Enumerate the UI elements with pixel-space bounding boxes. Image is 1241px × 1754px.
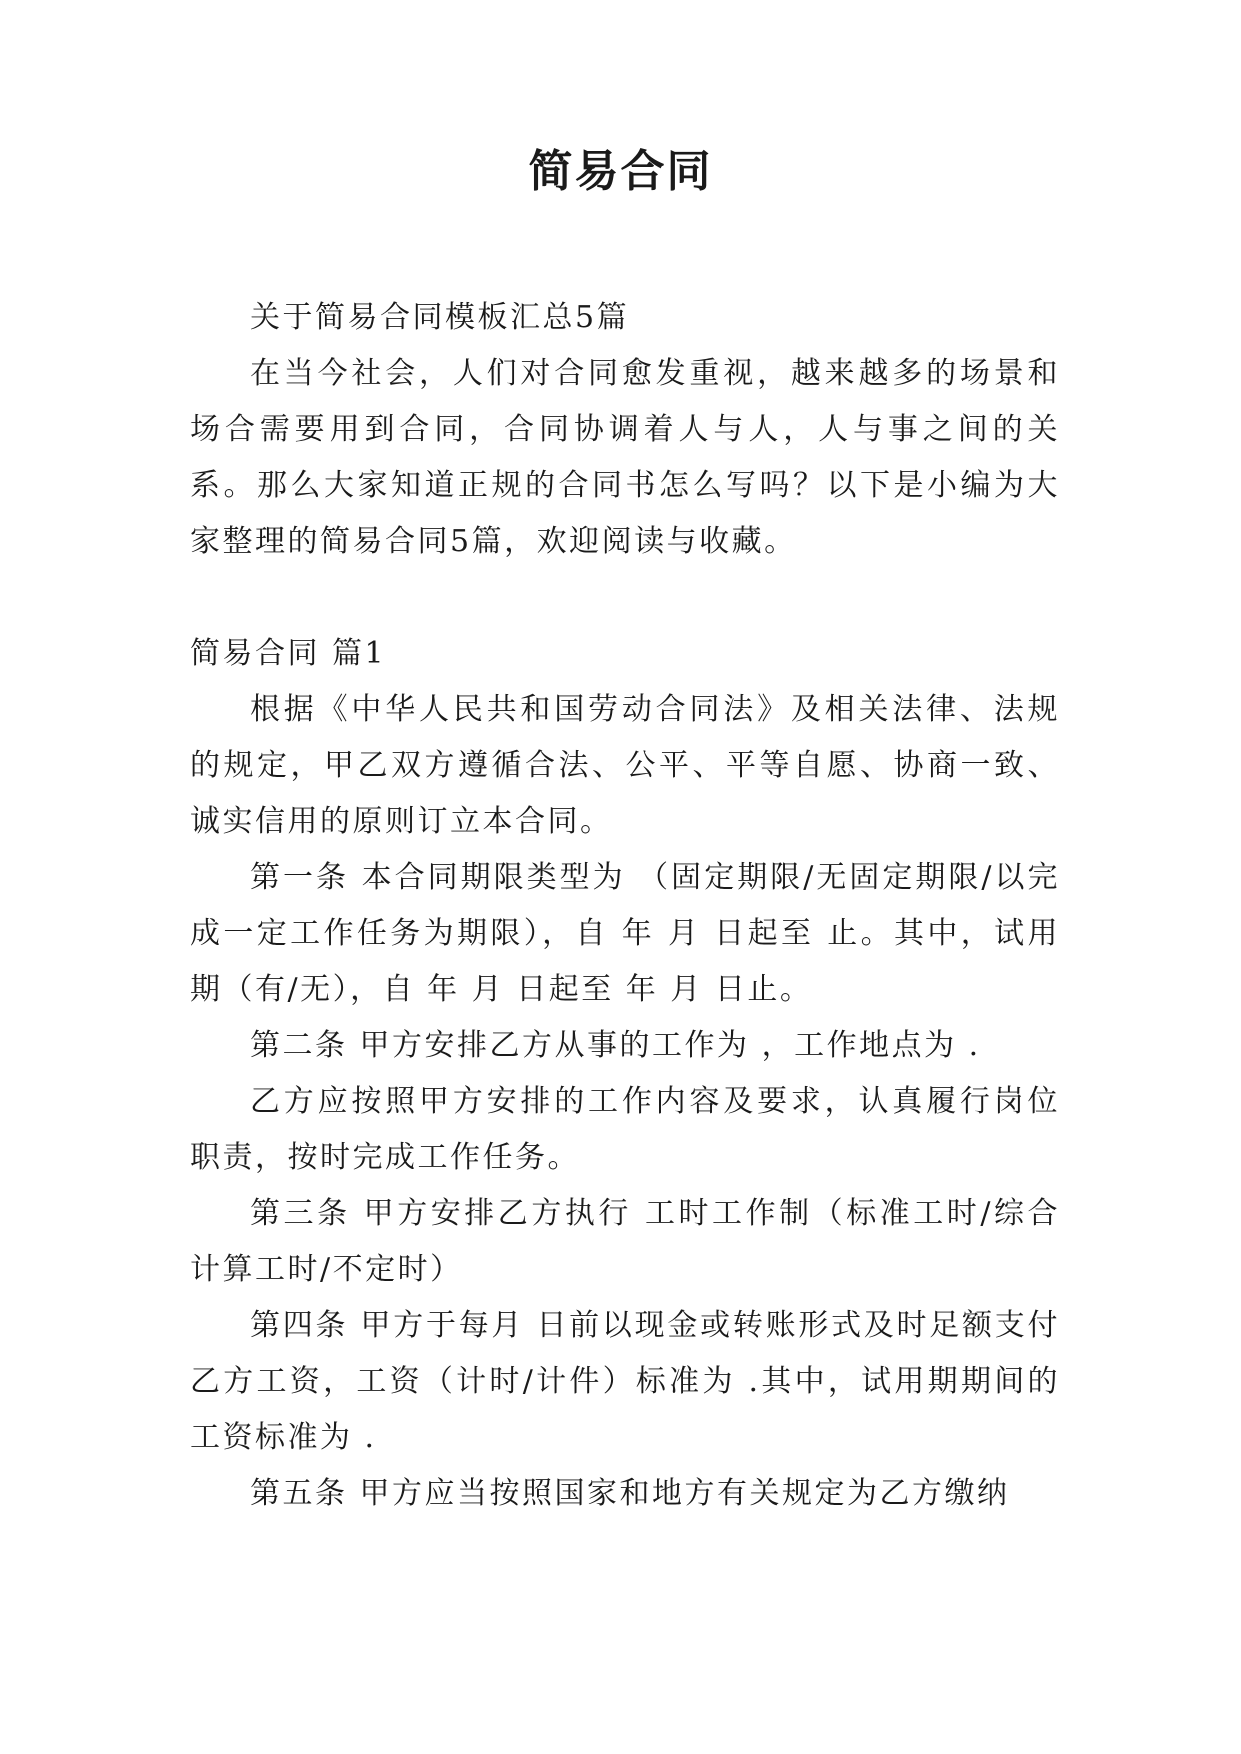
document-title: 简易合同	[528, 146, 713, 197]
document-body	[190, 290, 1060, 1522]
article-1: 第一条 本合同期限类型为 （固定期限/无固定期限/以完成一定工作任务为期限），自 年 月 日起至 止。其中，试用期（有/无），自 年 月 日起至 年 月 日止。	[190, 860, 1060, 1007]
contract-preamble: 根据《中华人民共和国劳动合同法》及相关法律、法规的规定，甲乙双方遵循合法、公平、平等自愿、协商一致、诚实信用的原则订立本合同。	[190, 692, 1060, 839]
article-2-detail: 乙方应按照甲方安排的工作内容及要求，认真履行岗位职责，按时完成工作任务。	[190, 1084, 1060, 1175]
article-3: 第三条 甲方安排乙方执行 工时工作制（标准工时/综合计算工时/不定时）	[190, 1196, 1060, 1287]
article-5: 第五条 甲方应当按照国家和地方有关规定为乙方缴纳	[250, 1476, 1010, 1511]
intro-paragraph: 在当今社会，人们对合同愈发重视，越来越多的场景和场合需要用到合同，合同协调着人与人，人与事之间的关系。那么大家知道正规的合同书怎么写吗？以下是小编为大家整理的简易合同5篇，欢迎阅读与收藏。	[190, 356, 1060, 559]
article-4: 第四条 甲方于每月 日前以现金或转账形式及时足额支付乙方工资，工资（计时/计件）标准为 .其中，试用期期间的工资标准为 .	[190, 1308, 1060, 1455]
intro-subtitle: 关于简易合同模板汇总5篇	[250, 300, 630, 335]
article-2: 第二条 甲方安排乙方从事的工作为 ，工作地点为 .	[250, 1028, 981, 1063]
spacer	[190, 570, 1060, 626]
section-heading: 简易合同 篇1	[190, 636, 387, 671]
